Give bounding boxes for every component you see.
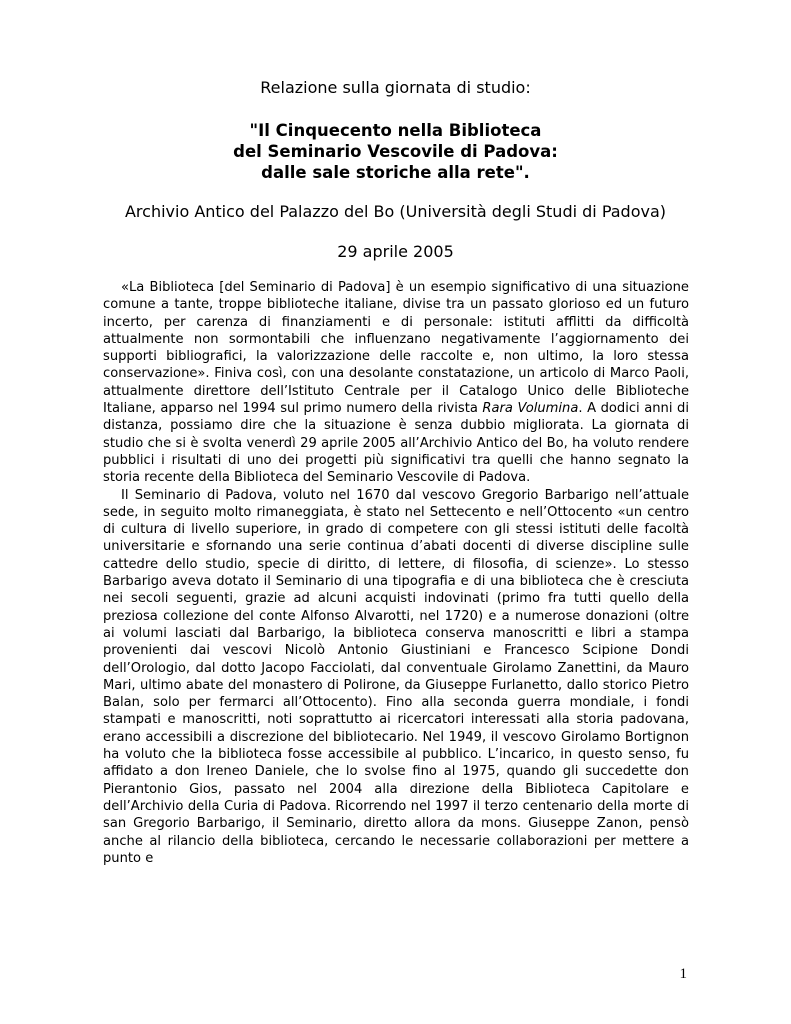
body-text [103, 279, 689, 867]
page-number: 1 [679, 966, 687, 982]
title-line: "Il Cinquecento nella Biblioteca [249, 121, 542, 140]
report-title [0, 120, 791, 183]
event-venue: Archivio Antico del Palazzo del Bo (Università degli Studi di Padova) [124, 202, 667, 221]
event-date: 29 aprile 2005 [337, 242, 454, 261]
report-subtitle: Relazione sulla giornata di studio: [260, 78, 531, 97]
paragraph [103, 279, 689, 487]
title-line: del Seminario Vescovile di Padova: [233, 142, 558, 161]
paragraph: Il Seminario di Padova, voluto nel 1670 dal vescovo Gregorio Barbarigo nell’attuale sede, in seguito molto rimaneggiata, è stato nel Settecento e nell’Ottocento «un centro di cultura di livello superiore, in grado di competere con gli stessi istituti delle facoltà universitarie e sfornando una serie continua d’abati docenti di diverse discipline sulle cattedre dello studio, specie di diritto, di lettere, di filosofia, di scienze». Lo stesso Barbarigo aveva dotato il Seminario di una tipografia e di una biblioteca che è cresciuta nei secoli seguenti, grazie ad alcuni acquisti indovinati (primo fra tutti quello della preziosa collezione del conte Alfonso Alvarotti, nel 1720) e a numerose donazioni (oltre ai volumi lasciati dal Barbarigo, la biblioteca conserva manoscritti e libri a stampa provenienti dai vescovi Nicolò Antonio Giustiniani e Francesco Scipione Dondi dell’Orologio, dal dotto Jacopo Facciolati, dal conventuale Girolamo Zanettini, da Mauro Mari, ultimo abate del monastero di Polirone, da Giuseppe Furlanetto, dallo storico Pietro Balan, solo per fermarci all’Ottocento). Fino alla seconda guerra mondiale, i fondi stampati e manoscritti, noti soprattutto ai ricercatori interessati alla storia padovana, erano accessibili a discrezione del bibliotecario. Nel 1949, il vescovo Girolamo Bortignon ha voluto che la biblioteca fosse accessibile al pubblico. L’incarico, in questo senso, fu affidato a don Ireneo Daniele, che lo svolse fino al 1975, quando gli succedette don Pierantonio Gios, passato nel 2004 alla direzione della Biblioteca Capitolare e dell’Archivio della Curia di Padova. Ricorrendo nel 1997 il terzo centenario della morte di san Gregorio Barbarigo, il Seminario, diretto allora da mons. Giuseppe Zanon, pensò anche al rilancio della biblioteca, cercando le necessarie collaborazioni per mettere a punto e [103, 487, 689, 866]
paragraph-text: . A dodici anni di distanza, possiamo dire che la situazione è senza dubbio migliorata. La giornata di studio che si è svolta venerdì 29 aprile 2005 all’Archivio Antico del Bo, ha voluto rendere pubblici i risultati di uno dei progetti più significativi tra quelli che hanno segnato la storia recente della Biblioteca del Seminario Vescovile di Padova. [103, 401, 689, 486]
journal-title: Rara Volumina [482, 401, 579, 417]
paragraph-text: «La Biblioteca [del Seminario di Padova] è un esempio significativo di una situazione comune a tante, troppe biblioteche italiane, divise tra un passato glorioso ed un futuro incerto, per carenza di finanziamenti e di personale: istituti afflitti da difficoltà attualmente non sormontabili che influenzano negativamente l’aggiornamento dei supporti bibliografici, la valorizzazione delle raccolte e, non ultimo, la loro stessa conservazione». Finiva così, con una desolante constatazione, un articolo di Marco Paoli, attualmente direttore dell’Istituto Centrale per il Catalogo Unico delle Biblioteche Italiane, apparso nel 1994 sul primo numero della rivista [103, 280, 689, 417]
title-line: dalle sale storiche alla rete". [261, 163, 530, 182]
